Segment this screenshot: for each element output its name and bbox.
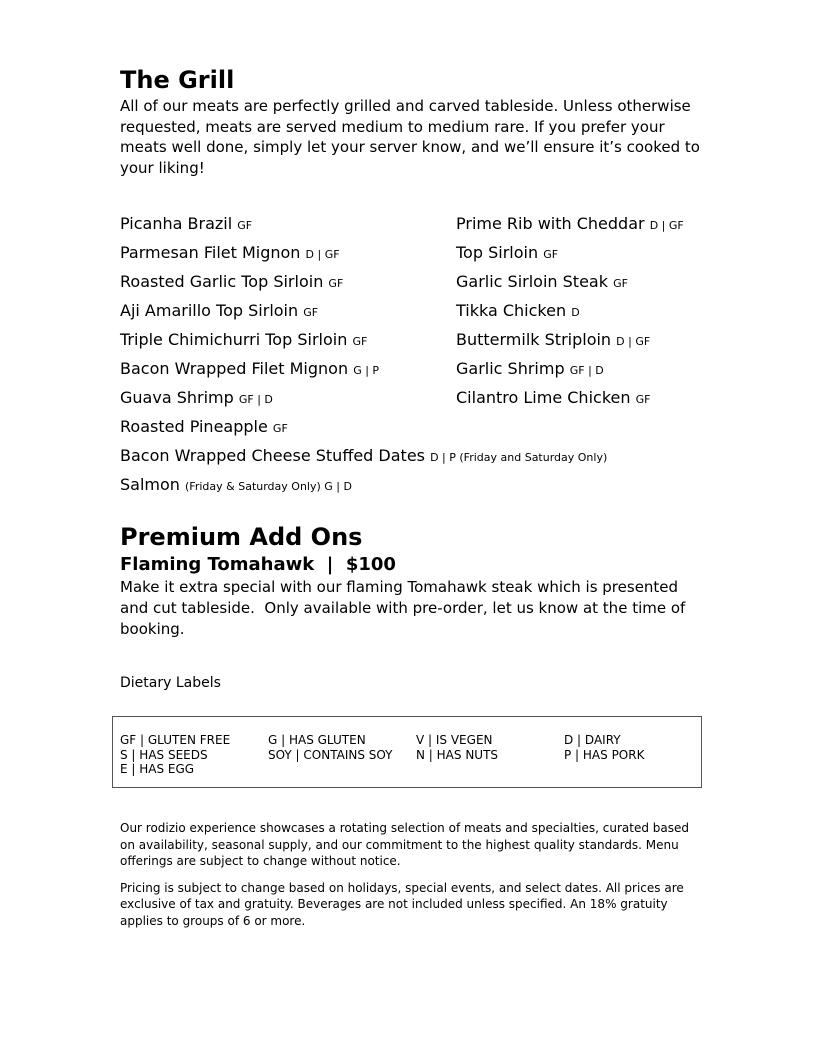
dietary-tag: GF (635, 393, 651, 407)
dietary-tag: GF (328, 277, 344, 291)
menu-item: Cilantro Lime Chicken GF (456, 388, 651, 408)
dietary-tag: D | P (Friday and Saturday Only) (430, 451, 608, 465)
menu-item: Guava Shrimp GF | D (120, 388, 273, 408)
menu-row (120, 325, 700, 354)
menu-item: Garlic Shrimp GF | D (456, 359, 604, 379)
menu-item: Bacon Wrapped Filet Mignon G | P (120, 359, 380, 379)
dietary-labels-box (112, 716, 702, 788)
menu-item: Roasted Pineapple GF (120, 417, 288, 437)
dietary-label: GF | GLUTEN FREE (120, 733, 231, 747)
dietary-tag: GF (303, 306, 319, 320)
menu-item: Aji Amarillo Top Sirloin GF (120, 301, 319, 321)
dietary-label: N | HAS NUTS (416, 747, 499, 762)
grill-menu-list (120, 209, 700, 499)
menu-item: Roasted Garlic Top Sirloin GF (120, 272, 344, 292)
dietary-labels-title: Dietary Labels (120, 675, 221, 692)
dietary-tag: GF (272, 422, 288, 436)
grill-title: The Grill (120, 66, 235, 94)
dietary-labels-grid (120, 733, 701, 777)
dietary-tag: GF | D (238, 393, 273, 407)
menu-row (120, 296, 700, 325)
dietary-label: P | HAS PORK (564, 747, 645, 762)
menu-item: Tikka Chicken D (456, 301, 580, 321)
addon-description: Make it extra special with our flaming Tomahawk steak which is presented and cut tableside. Only available with pre-order, let us know at the time of booking. (120, 578, 691, 638)
menu-item: Triple Chimichurri Top Sirloin GF (120, 330, 368, 350)
menu-row (120, 383, 700, 412)
dietary-tag: GF (237, 219, 253, 233)
dietary-tag: G | P (353, 364, 380, 378)
dietary-label (564, 762, 704, 777)
footer-paragraph: Our rodizio experience showcases a rotating selection of meats and specialties, curated based on availability, seasonal supply, and our commitment to the highest quality standards. Menu offerings are subject to change without notice. (120, 821, 689, 869)
grill-intro: All of our meats are perfectly grilled and carved tableside. Unless otherwise requested, meats are served medium to medium rare. If you prefer your meats well done, simply let your server know, and we’ll ensure it’s cooked to your liking! (120, 97, 700, 177)
menu-item: Prime Rib with Cheddar D | GF (456, 214, 684, 234)
menu-row (120, 354, 700, 383)
dietary-tag: (Friday & Saturday Only) G | D (185, 480, 352, 494)
menu-item: Top Sirloin GF (456, 243, 559, 263)
dietary-label (416, 762, 564, 777)
dietary-tag: D | GF (616, 335, 651, 349)
dietary-tag: GF (613, 277, 628, 291)
dietary-tag: D (571, 306, 580, 320)
footer-paragraph: Pricing is subject to change based on holidays, special events, and select dates. All prices are exclusive of tax and gratuity. Beverages are not included unless specified. An 18% gratuity applies to groups of 6 or more. (120, 880, 684, 928)
menu-row (120, 209, 700, 238)
dietary-label: E | HAS EGG (120, 762, 195, 777)
dietary-tag: D | GF (649, 219, 684, 233)
menu-item: Buttermilk Striploin D | GF (456, 330, 651, 350)
menu-item: Picanha Brazil GF (120, 214, 253, 234)
dietary-tag: GF | D (569, 364, 604, 378)
menu-row (120, 470, 700, 499)
dietary-label (268, 762, 416, 777)
menu-page (120, 64, 700, 693)
menu-row (120, 412, 700, 441)
menu-row (120, 238, 700, 267)
menu-row (120, 441, 700, 470)
dietary-label: SOY | CONTAINS SOY (268, 747, 393, 762)
dietary-label: S | HAS SEEDS (120, 747, 208, 762)
dietary-label: D | DAIRY (564, 733, 621, 747)
menu-item: Parmesan Filet Mignon D | GF (120, 243, 340, 263)
menu-row (120, 267, 700, 296)
dietary-label: G | HAS GLUTEN (268, 733, 366, 747)
dietary-tag: GF (352, 335, 368, 349)
addon-item-title: Flaming Tomahawk | $100 (120, 554, 396, 576)
dietary-label: V | IS VEGEN (416, 733, 493, 747)
menu-item: Bacon Wrapped Cheese Stuffed Dates D | P (Friday and Saturday Only) (120, 446, 608, 466)
addons-title: Premium Add Ons (120, 523, 363, 552)
footer-notes (120, 820, 700, 940)
dietary-tag: D | GF (305, 248, 340, 262)
menu-item: Salmon (Friday & Saturday Only) G | D (120, 475, 352, 495)
dietary-tag: GF (543, 248, 559, 262)
menu-item: Garlic Sirloin Steak GF (456, 272, 628, 292)
